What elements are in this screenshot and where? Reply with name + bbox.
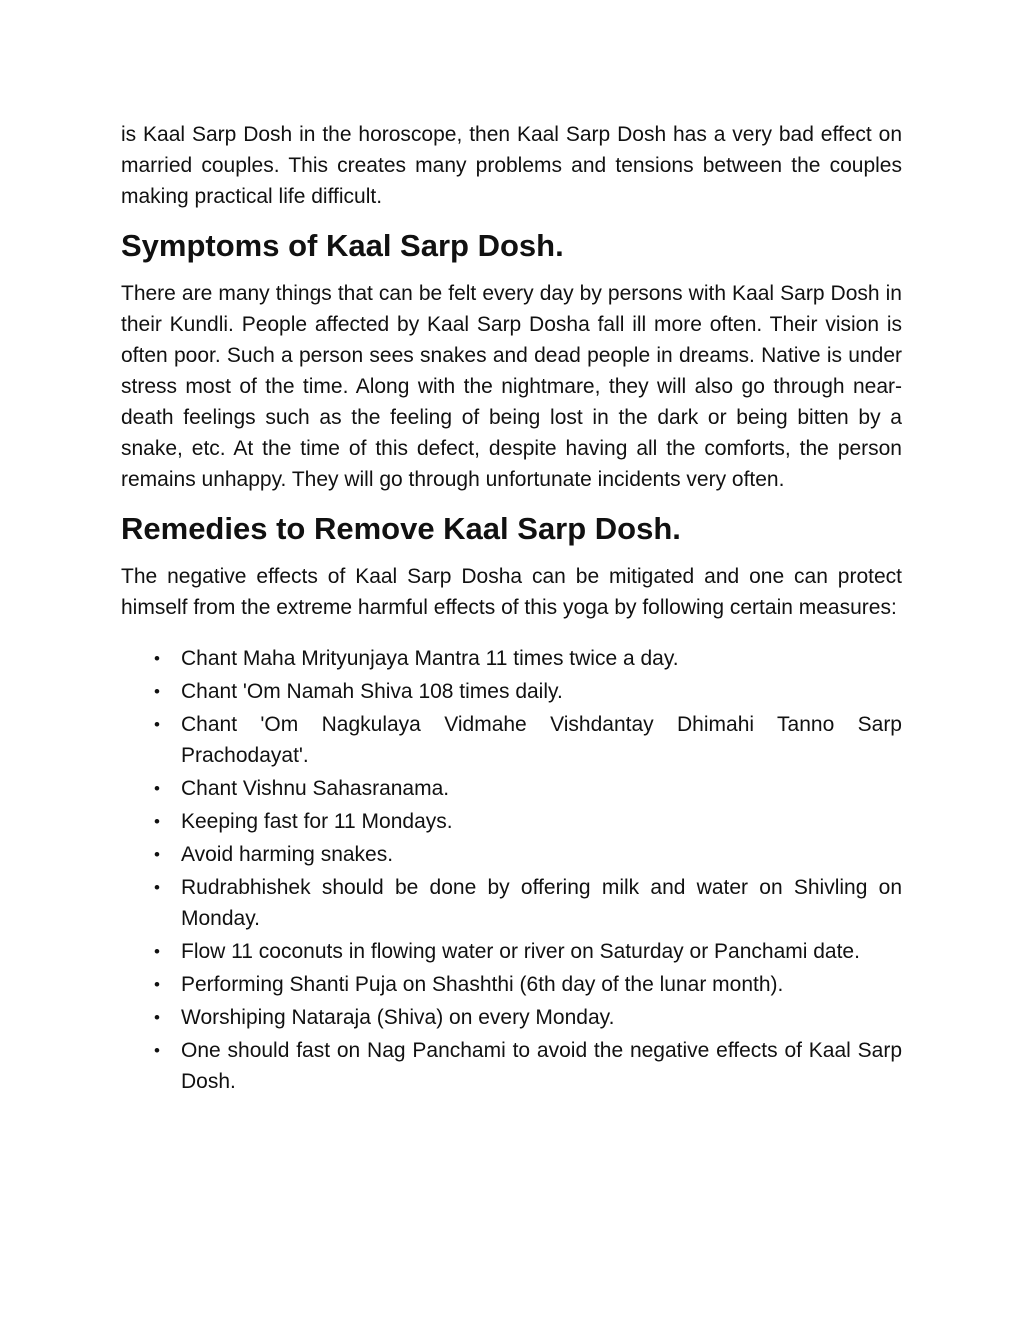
list-item-text: Flow 11 coconuts in flowing water or river on Saturday or Panchami date. [181,940,860,963]
bullet-icon: • [154,649,160,668]
list-item-text: Rudrabhishek should be done by offering milk and water on Shivling on Monday. [181,876,902,930]
list-item-text: Performing Shanti Puja on Shashthi (6th day of the lunar month). [181,973,784,996]
remedies-paragraph: The negative effects of Kaal Sarp Dosha can be mitigated and one can protect himself from the extreme harmful effects of this yoga by following certain measures: [121,565,902,619]
bullet-icon: • [154,682,160,701]
remedies-heading: Remedies to Remove Kaal Sarp Dosh. [121,511,681,546]
list-item-text: Avoid harming snakes. [181,843,394,866]
list-item-text: Chant 'Om Nagkulaya Vidmahe Vishdantay Dhimahi Tanno Sarp Prachodayat'. [181,713,902,767]
document-page [121,119,902,1099]
list-item [121,1002,902,1033]
list-item [121,1035,902,1097]
bullet-icon: • [154,845,160,864]
symptoms-paragraph: There are many things that can be felt every day by persons with Kaal Sarp Dosh in their Kundli. People affected by Kaal Sarp Dosha fall ill more often. Their vision is often poor. Such a person sees snakes and dead people in dreams. Native is under stress most of the time. Along with the nightmare, they will also go through near-death feelings such as the feeling of being lost in the dark or being bitten by a snake, etc. At the time of this defect, despite having all the comforts, the person remains unhappy. They will go through unfortunate incidents very often. [121,282,902,491]
bullet-icon: • [154,975,160,994]
list-item [121,643,902,674]
list-item-text: Chant 'Om Namah Shiva 108 times daily. [181,680,563,703]
list-item-text: Keeping fast for 11 Mondays. [181,810,453,833]
list-item [121,839,902,870]
list-item [121,872,902,934]
list-item [121,936,902,967]
bullet-icon: • [154,779,160,798]
intro-paragraph: is Kaal Sarp Dosh in the horoscope, then Kaal Sarp Dosh has a very bad effect on married couples. This creates many problems and tensions between the couples making practical life difficult. [121,123,902,208]
list-item [121,773,902,804]
list-item [121,806,902,837]
list-item [121,969,902,1000]
symptoms-heading: Symptoms of Kaal Sarp Dosh. [121,228,564,263]
remedies-list [121,643,902,1097]
bullet-icon: • [154,715,160,734]
bullet-icon: • [154,812,160,831]
list-item-text: Worshiping Nataraja (Shiva) on every Monday. [181,1006,615,1029]
list-item-text: Chant Vishnu Sahasranama. [181,777,450,800]
list-item-text: Chant Maha Mrityunjaya Mantra 11 times twice a day. [181,647,679,670]
bullet-icon: • [154,1008,160,1027]
list-item [121,676,902,707]
bullet-icon: • [154,942,160,961]
bullet-icon: • [154,1041,160,1060]
list-item [121,709,902,771]
list-item-text: One should fast on Nag Panchami to avoid the negative effects of Kaal Sarp Dosh. [181,1039,902,1093]
bullet-icon: • [154,878,160,897]
